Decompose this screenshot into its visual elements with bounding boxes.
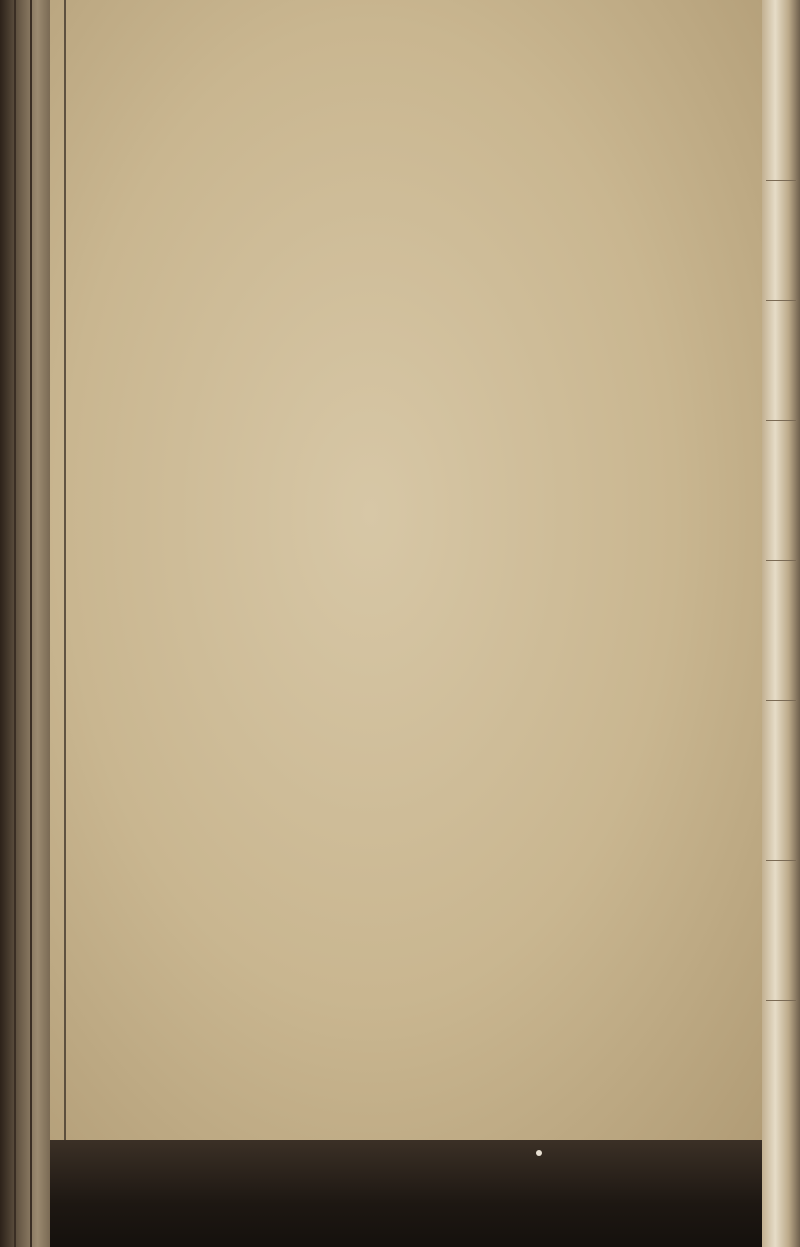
right-book-edge <box>762 0 800 1247</box>
margin-rule <box>64 0 66 1140</box>
page-bottom-shadow <box>50 1140 762 1247</box>
left-margin-notes <box>0 0 50 800</box>
page-speck <box>536 1150 542 1156</box>
book-page <box>50 0 762 1140</box>
